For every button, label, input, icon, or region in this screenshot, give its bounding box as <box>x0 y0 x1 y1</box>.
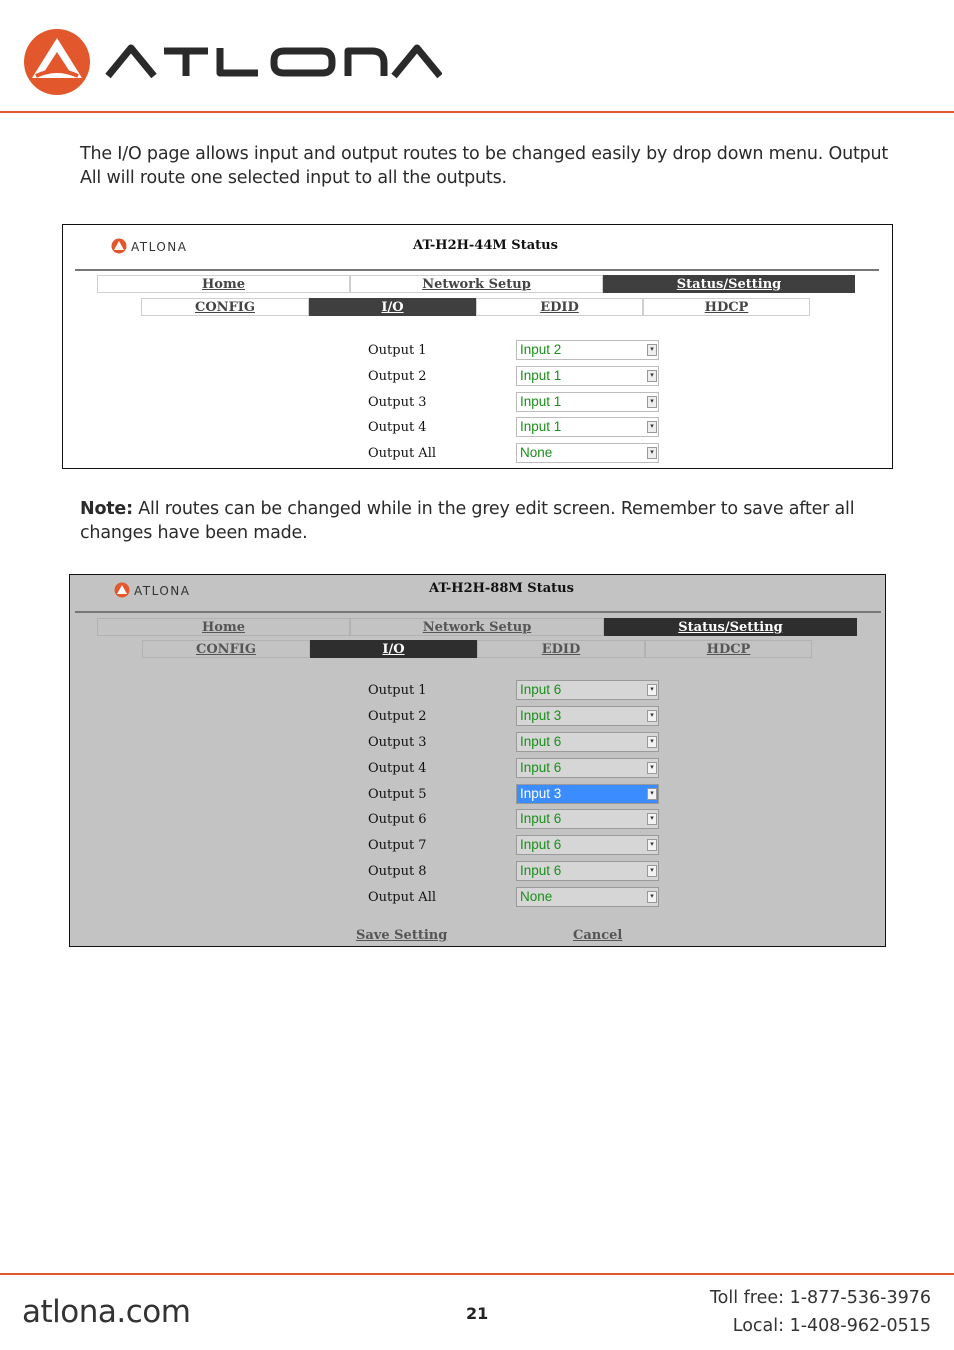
atlona-mini-logo <box>111 237 221 255</box>
dropdown-arrow-icon: ▾ <box>647 421 657 433</box>
input-select-focused[interactable]: Input 3 ▾ <box>516 784 659 804</box>
input-select[interactable]: Input 6 ▾ <box>516 732 659 752</box>
nav-status-setting[interactable]: Status/Setting <box>603 275 855 293</box>
output-label: Output 2 <box>368 368 427 384</box>
dropdown-arrow-icon: ▾ <box>647 396 657 408</box>
title-rule <box>75 611 881 613</box>
output-label: Output 4 <box>368 419 427 435</box>
device-status-title: AT-H2H-88M Status <box>429 581 574 596</box>
route-row <box>368 732 659 752</box>
input-select[interactable]: Input 1 ▾ <box>516 392 659 412</box>
note-label: Note: <box>80 499 133 519</box>
output-label: Output All <box>368 445 437 461</box>
tab-edid[interactable]: EDID <box>476 298 643 316</box>
route-row <box>368 340 659 360</box>
atlona-mini-logo <box>114 581 224 599</box>
input-select[interactable]: Input 6 ▾ <box>516 758 659 778</box>
save-setting-link[interactable]: Save Setting <box>356 928 448 943</box>
input-select[interactable]: None ▾ <box>516 443 659 463</box>
main-nav <box>97 618 857 636</box>
tab-edid[interactable]: EDID <box>477 640 645 658</box>
cancel-link[interactable]: Cancel <box>573 928 623 943</box>
route-row <box>368 758 659 778</box>
svg-text:ATLONA: ATLONA <box>131 240 188 254</box>
route-row <box>368 861 659 881</box>
output-label: Output 2 <box>368 708 427 724</box>
nav-network-setup[interactable]: Network Setup <box>350 275 603 293</box>
header-rule <box>0 111 954 113</box>
main-nav <box>97 275 855 293</box>
output-label: Output 3 <box>368 394 427 410</box>
route-row <box>368 809 659 829</box>
dropdown-arrow-icon: ▾ <box>647 447 657 459</box>
footer-site: atlona.com <box>22 1294 191 1330</box>
route-row <box>368 784 659 804</box>
note-text: All routes can be changed while in the grey edit screen. Remember to save after all changes have been made. <box>80 499 855 543</box>
route-row <box>368 366 659 386</box>
tab-io[interactable]: I/O <box>309 298 476 316</box>
nav-home[interactable]: Home <box>97 618 350 636</box>
dropdown-arrow-icon: ▾ <box>647 684 657 696</box>
dropdown-arrow-icon: ▾ <box>647 344 657 356</box>
dropdown-arrow-icon: ▾ <box>647 736 657 748</box>
input-select[interactable]: Input 6 ▾ <box>516 861 659 881</box>
route-row <box>368 887 659 907</box>
dropdown-arrow-icon: ▾ <box>647 370 657 382</box>
device-status-title: AT-H2H-44M Status <box>413 238 558 253</box>
footer-rule <box>0 1273 954 1275</box>
dropdown-arrow-icon: ▾ <box>647 710 657 722</box>
intro-paragraph: The I/O page allows input and output routes to be changed easily by drop down menu. Output All will route one selected input to all the outputs. <box>80 144 889 188</box>
output-label: Output 6 <box>368 811 427 827</box>
nav-status-setting[interactable]: Status/Setting <box>604 618 857 636</box>
output-label: Output 1 <box>368 682 427 698</box>
input-select[interactable]: Input 2 ▾ <box>516 340 659 360</box>
dropdown-arrow-icon: ▾ <box>647 762 657 774</box>
tab-hdcp[interactable]: HDCP <box>643 298 810 316</box>
tab-io[interactable]: I/O <box>310 640 477 658</box>
toll-free-number: Toll free: 1-877-536-3976 <box>709 1288 931 1308</box>
output-label: Output All <box>368 889 437 905</box>
page-number: 21 <box>466 1304 489 1323</box>
route-row <box>368 680 659 700</box>
tab-hdcp[interactable]: HDCP <box>645 640 812 658</box>
input-select[interactable]: None ▾ <box>516 887 659 907</box>
input-select[interactable]: Input 6 ▾ <box>516 809 659 829</box>
dropdown-arrow-icon: ▾ <box>647 865 657 877</box>
title-rule <box>75 269 879 271</box>
input-select[interactable]: Input 1 ▾ <box>516 366 659 386</box>
sub-nav <box>141 298 810 316</box>
local-number: Local: 1-408-962-0515 <box>732 1316 931 1336</box>
atlona-logo <box>22 26 442 98</box>
io-screenshot-88m <box>69 574 886 947</box>
output-label: Output 5 <box>368 786 427 802</box>
route-row <box>368 417 659 437</box>
input-select[interactable]: Input 6 ▾ <box>516 680 659 700</box>
io-screenshot-44m <box>62 224 893 469</box>
dropdown-arrow-icon: ▾ <box>647 839 657 851</box>
output-label: Output 4 <box>368 760 427 776</box>
note-paragraph <box>80 498 900 545</box>
route-row <box>368 835 659 855</box>
dropdown-arrow-icon: ▾ <box>647 813 657 825</box>
tab-config[interactable]: CONFIG <box>141 298 309 316</box>
output-label: Output 1 <box>368 342 427 358</box>
input-select[interactable]: Input 1 ▾ <box>516 417 659 437</box>
sub-nav <box>142 640 812 658</box>
route-row <box>368 443 659 463</box>
input-select[interactable]: Input 6 ▾ <box>516 835 659 855</box>
dropdown-arrow-icon: ▾ <box>647 788 657 800</box>
nav-network-setup[interactable]: Network Setup <box>350 618 604 636</box>
dropdown-arrow-icon: ▾ <box>647 891 657 903</box>
svg-text:ATLONA: ATLONA <box>134 584 191 598</box>
input-select[interactable]: Input 3 ▾ <box>516 706 659 726</box>
tab-config[interactable]: CONFIG <box>142 640 310 658</box>
route-row <box>368 392 659 412</box>
nav-home[interactable]: Home <box>97 275 350 293</box>
output-label: Output 8 <box>368 863 427 879</box>
route-row <box>368 706 659 726</box>
output-label: Output 7 <box>368 837 427 853</box>
output-label: Output 3 <box>368 734 427 750</box>
